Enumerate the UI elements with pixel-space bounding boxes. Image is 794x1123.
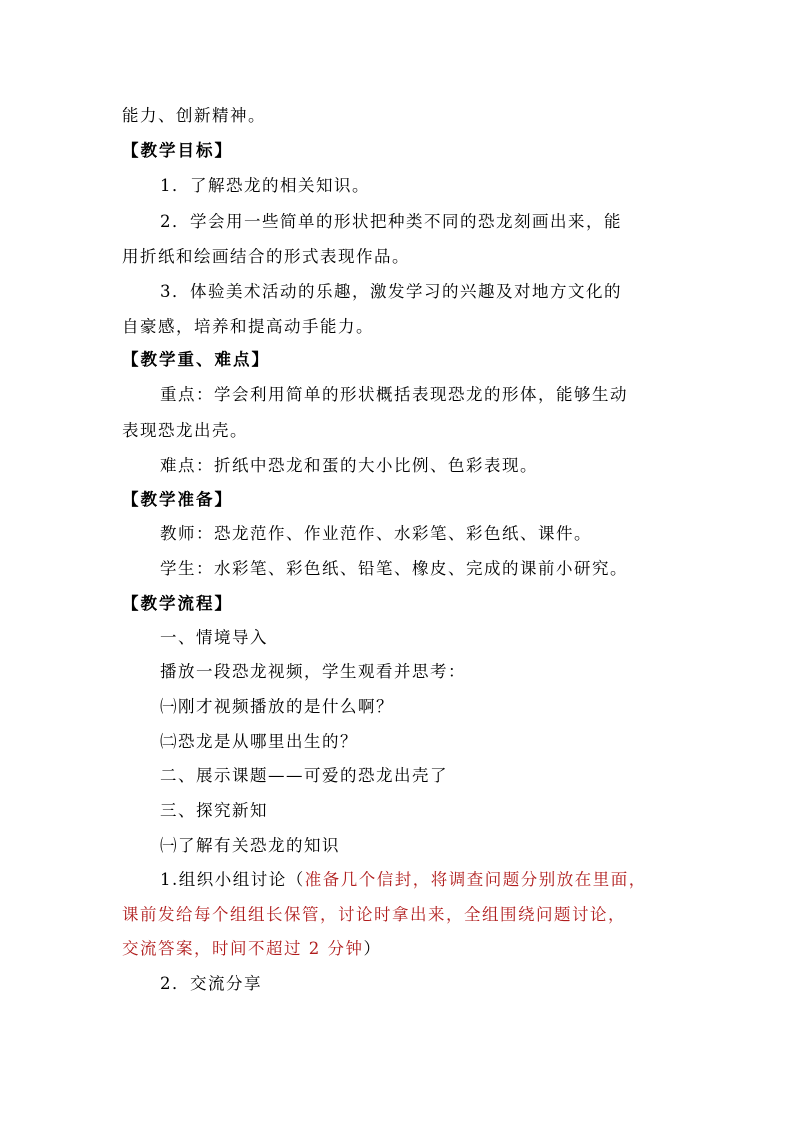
step-heading: 一、情境导入 bbox=[160, 628, 268, 647]
key-point: 重点：学会利用简单的形状概括表现恐龙的形体，能够生动 bbox=[160, 385, 628, 404]
question-item: ㈡恐龙是从哪里出生的？ bbox=[160, 732, 358, 751]
discussion-line bbox=[160, 869, 720, 891]
text-line: 用折纸和绘画结合的形式表现作品。 bbox=[122, 247, 410, 266]
section-heading: 【教学准备】 bbox=[122, 490, 233, 509]
objective-item: 1．了解恐龙的相关知识。 bbox=[160, 176, 370, 195]
closing-paren: ） bbox=[363, 939, 382, 958]
objective-item: 3．体验美术活动的乐趣，激发学习的兴趣及对地方文化的 bbox=[160, 282, 622, 301]
discussion-line bbox=[122, 938, 682, 960]
text-line: 自豪感，培养和提高动手能力。 bbox=[122, 317, 374, 336]
question-item: ㈠刚才视频播放的是什么啊？ bbox=[160, 697, 394, 716]
section-heading: 【教学流程】 bbox=[122, 594, 233, 613]
difficult-point: 难点：折纸中恐龙和蛋的大小比例、色彩表现。 bbox=[160, 456, 538, 475]
text-line: 表现恐龙出壳。 bbox=[122, 421, 248, 440]
step-heading: 三、探究新知 bbox=[160, 801, 268, 820]
student-prep: 学生：水彩笔、彩色纸、铅笔、橡皮、完成的课前小研究。 bbox=[160, 559, 628, 578]
sub-step-heading: 2．交流分享 bbox=[160, 974, 262, 993]
discussion-note: 准备几个信封，将调查问题分别放在里面， bbox=[304, 870, 647, 889]
teacher-prep: 教师：恐龙范作、作业范作、水彩笔、彩色纸、课件。 bbox=[160, 524, 592, 543]
objective-item: 2．学会用一些简单的形状把种类不同的恐龙刻画出来，能 bbox=[160, 212, 622, 231]
section-heading: 【教学目标】 bbox=[122, 141, 233, 160]
step-heading: 二、展示课题——可爱的恐龙出壳了 bbox=[160, 766, 448, 785]
text-line: 播放一段恐龙视频，学生观看并思考： bbox=[160, 662, 466, 681]
section-heading: 【教学重、难点】 bbox=[122, 350, 270, 369]
discussion-note: 课前发给每个组组长保管，讨论时拿出来，全组围绕问题讨论， bbox=[122, 905, 626, 924]
text-line: 能力、创新精神。 bbox=[122, 106, 266, 125]
discussion-label: 1.组织小组讨论（ bbox=[160, 870, 305, 889]
sub-step-heading: ㈠了解有关恐龙的知识 bbox=[160, 836, 340, 855]
discussion-note: 交流答案，时间不超过 2 分钟 bbox=[122, 939, 364, 958]
